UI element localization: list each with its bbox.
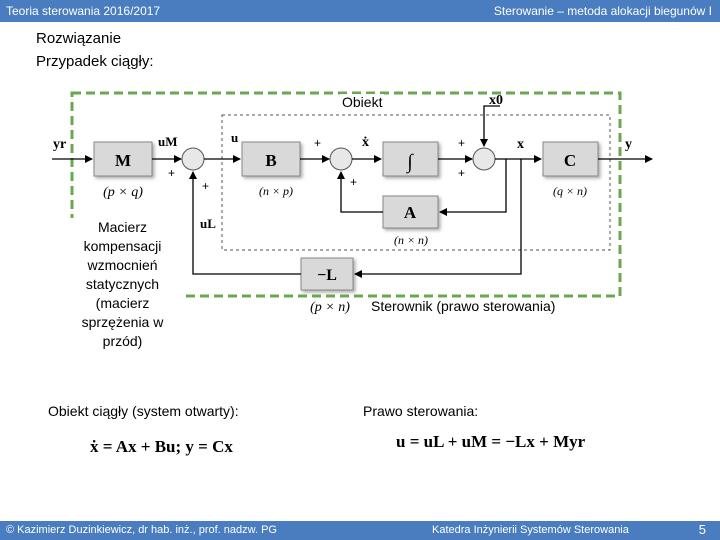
open-system-equation: ẋ = Ax + Bu; y = Cx [90,437,233,456]
course-title: Teoria sterowania 2016/2017 [6,4,161,18]
object-inner-border [222,115,610,250]
signal-line-x-to-a [440,159,506,212]
plus-sign-integrator: + [458,136,466,150]
plus-sign-um: + [168,166,176,180]
block-b-label: B [265,151,277,170]
controller-label: Sterownik (prawo sterowania) [371,298,556,314]
summing-junction-xdot [330,148,352,170]
lecture-title: Sterowanie – metoda alokacji biegunów I [493,4,712,18]
signal-label-um: uM [158,134,178,149]
signal-line-ax [341,172,383,212]
object-label: Obiekt [342,94,383,110]
summing-junction-x0 [473,148,495,170]
control-law-label: Prawo sterowania: [363,403,479,419]
block-a-dimension: (n × n) [393,233,429,247]
signal-label-yr: yr [53,137,67,152]
signal-label-xdot: ẋ [362,135,369,150]
integrator-symbol: ∫ [407,151,413,173]
compensation-matrix-note: Macierz kompensacji wzmocnień statycznych (macierz sprzężenia w przód) [60,218,185,351]
signal-label-ul: uL [200,216,216,231]
footer-department: Katedra Inżynierii Systemów Sterowania [432,524,629,536]
summing-junction-u [182,148,204,170]
block-c-dimension: (q × n) [552,184,588,198]
heading-continuous-case: Przypadek ciągły: [36,53,154,70]
heading-solution: Rozwiązanie [36,30,122,47]
block-l-label: −L [317,267,337,284]
signal-label-x: x [517,137,524,152]
block-a-label: A [403,203,417,222]
plus-sign-ul: + [202,179,210,193]
signal-label-y: y [625,137,632,152]
block-b-dimension: (n × p) [258,184,294,198]
block-l-dimension: (p × n) [310,300,350,315]
plus-sign-ax: + [350,175,358,189]
block-m-dimension: (p × q) [103,185,143,200]
block-m-label: M [114,151,132,170]
plus-sign-x0: + [458,166,466,180]
page-number: 5 [698,522,706,537]
block-c-label: C [563,151,577,170]
plus-sign-bu: + [314,136,322,150]
footer-bar [0,521,720,540]
signal-line-x0 [484,106,500,146]
signal-label-u: u [231,130,239,145]
footer-author: © Kazimierz Duzinkiewicz, dr hab. inż., prof. nadzw. PG [6,524,277,536]
control-law-equation: u = uL + uM = −Lx + Myr [396,432,586,451]
open-system-label: Obiekt ciągły (system otwarty): [48,403,239,419]
signal-label-x0: x0 [489,93,503,108]
